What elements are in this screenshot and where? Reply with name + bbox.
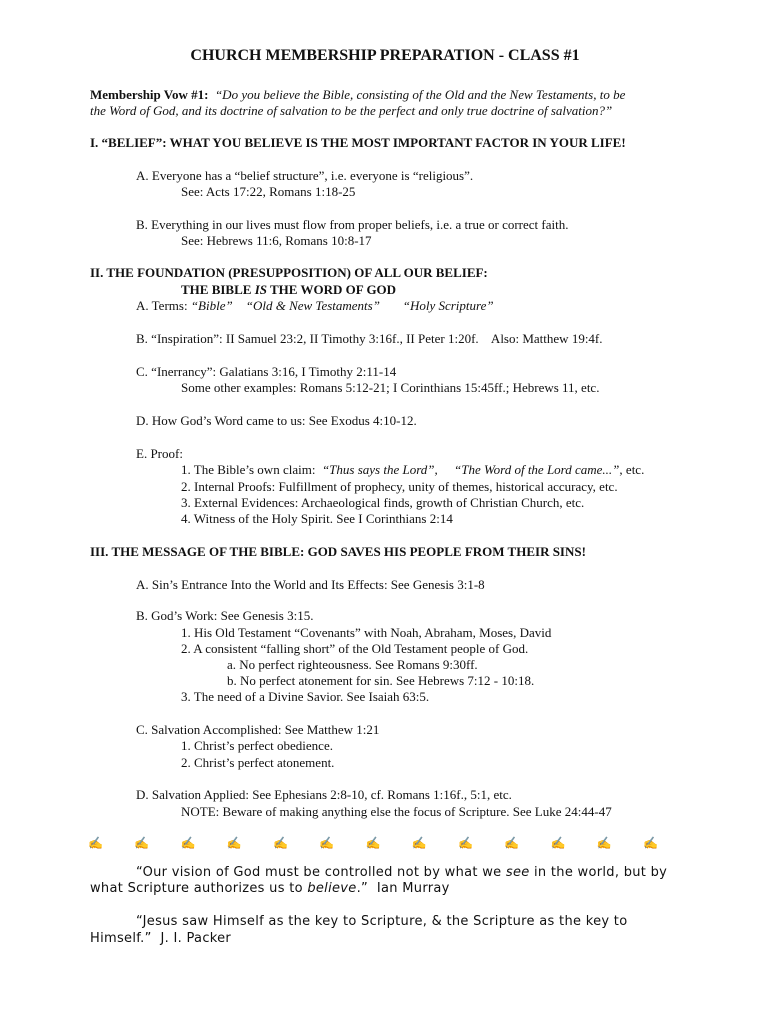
- s2-item-c-examples: Some other examples: Romans 5:12-21; I Corinthians 15:45ff.; Hebrews 11, etc.: [181, 380, 600, 395]
- quote-packer-1: “Jesus saw Himself as the key to Scripture, & the Scripture as the key to: [136, 914, 628, 929]
- s1-item-b: B. Everything in our lives must flow from proper beliefs, i.e. a true or correct faith.: [136, 217, 569, 232]
- s3-item-d: D. Salvation Applied: See Ephesians 2:8-10, cf. Romans 1:16f., 5:1, etc.: [136, 787, 512, 802]
- s3-item-b2: 2. A consistent “falling short” of the Old Testament people of God.: [181, 641, 529, 656]
- q1-em-see: see: [505, 865, 530, 880]
- e1-quotes: “Thus says the Lord”, “The Word of the Lord came...”: [321, 462, 620, 477]
- vow-text-2: the Word of God, and its doctrine of salvation to be the perfect and only true doctrine of salvation?”: [90, 103, 613, 118]
- s3-item-b: B. God’s Work: See Genesis 3:15.: [136, 608, 314, 623]
- section-2-subheading: [181, 282, 396, 298]
- s2-item-c: C. “Inerrancy”: Galatians 3:16, I Timothy 2:11-14: [136, 364, 397, 379]
- e1-label: 1. The Bible’s own claim:: [181, 462, 322, 477]
- writing-hand-icon: ✍: [226, 836, 242, 850]
- writing-hand-icon: ✍: [596, 836, 612, 850]
- quote-murray-2: [90, 881, 450, 897]
- s3-item-d-note: NOTE: Beware of making anything else the focus of Scripture. See Luke 24:44-47: [181, 804, 612, 819]
- writing-hand-icon: ✍: [504, 836, 520, 850]
- s2-item-e3: 3. External Evidences: Archaeological finds, growth of Christian Church, etc.: [181, 495, 585, 510]
- writing-hand-icon: ✍: [88, 836, 103, 850]
- terms-label: A. Terms:: [136, 298, 191, 313]
- writing-hand-icon: ✍: [550, 836, 566, 850]
- writing-hand-icon: ✍: [643, 836, 658, 850]
- s3-item-b2a: a. No perfect righteousness. See Romans 9:30ff.: [227, 657, 478, 672]
- s2-item-e4: 4. Witness of the Holy Spirit. See I Corinthians 2:14: [181, 511, 453, 526]
- page-title: CHURCH MEMBERSHIP PREPARATION - CLASS #1: [190, 47, 580, 64]
- s2-item-e: E. Proof:: [136, 446, 183, 461]
- quote-murray-1: [136, 865, 667, 881]
- q1-part4: .” Ian Murray: [356, 881, 450, 896]
- q1-em-believe: believe: [307, 881, 357, 896]
- s3-item-b2b: b. No perfect atonement for sin. See Hebrews 7:12 - 10:18.: [227, 673, 535, 688]
- section-2-heading: II. THE FOUNDATION (PRESUPPOSITION) OF ALL OUR BELIEF:: [90, 265, 488, 280]
- writing-hand-icon: ✍: [411, 836, 427, 850]
- writing-hand-icon: ✍: [458, 836, 473, 850]
- s2-item-e2: 2. Internal Proofs: Fulfillment of prophecy, unity of themes, historical accuracy, etc.: [181, 479, 618, 494]
- s2-item-b: B. “Inspiration”: II Samuel 23:2, II Timothy 3:16f., II Peter 1:20f. Also: Matthew 19:4f.: [136, 331, 603, 346]
- sub-is: IS: [254, 282, 267, 297]
- sub-a: THE BIBLE: [181, 282, 255, 297]
- writing-hand-icon: ✍: [319, 836, 335, 850]
- s3-item-b1: 1. His Old Testament “Covenants” with Noah, Abraham, Moses, David: [181, 625, 552, 640]
- s2-item-a: [136, 298, 494, 314]
- divider-icon-row: [88, 836, 658, 851]
- writing-hand-icon: ✍: [134, 836, 150, 850]
- s3-item-c: C. Salvation Accomplished: See Matthew 1:21: [136, 722, 380, 737]
- terms-list: “Bible” “Old & New Testaments” “Holy Scripture”: [190, 298, 494, 313]
- s3-item-c1: 1. Christ’s perfect obedience.: [181, 738, 333, 753]
- e1-etc: , etc.: [619, 462, 645, 477]
- vow-text-1: “Do you believe the Bible, consisting of the Old and the New Testaments, to be: [214, 87, 626, 102]
- membership-vow: [90, 87, 625, 103]
- s2-item-e1: [181, 462, 644, 478]
- section-1-heading: I. “BELIEF”: WHAT YOU BELIEVE IS THE MOST IMPORTANT FACTOR IN YOUR LIFE!: [90, 135, 626, 150]
- quote-packer-2: Himself.” J. I. Packer: [90, 931, 232, 946]
- s3-item-b3: 3. The need of a Divine Savior. See Isaiah 63:5.: [181, 689, 430, 704]
- s1-item-a-see: See: Acts 17:22, Romans 1:18-25: [181, 184, 356, 199]
- writing-hand-icon: ✍: [180, 836, 196, 850]
- q1-part3: what Scripture authorizes us to: [90, 881, 308, 896]
- writing-hand-icon: ✍: [273, 836, 288, 850]
- s3-item-c2: 2. Christ’s perfect atonement.: [181, 755, 335, 770]
- s2-item-d: D. How God’s Word came to us: See Exodus 4:10-12.: [136, 413, 417, 428]
- sub-b: THE WORD OF GOD: [267, 282, 397, 297]
- s3-item-a: A. Sin’s Entrance Into the World and Its Effects: See Genesis 3:1-8: [136, 577, 485, 592]
- s1-item-b-see: See: Hebrews 11:6, Romans 10:8-17: [181, 233, 372, 248]
- vow-label: Membership Vow #1:: [90, 87, 209, 102]
- s1-item-a: A. Everyone has a “belief structure”, i.e. everyone is “religious”.: [136, 168, 474, 183]
- section-3-heading: III. THE MESSAGE OF THE BIBLE: GOD SAVES HIS PEOPLE FROM THEIR SINS!: [90, 544, 586, 559]
- writing-hand-icon: ✍: [365, 836, 381, 850]
- q1-part1: “Our vision of God must be controlled not by what we: [136, 865, 506, 880]
- q1-part2: in the world, but by: [529, 865, 668, 880]
